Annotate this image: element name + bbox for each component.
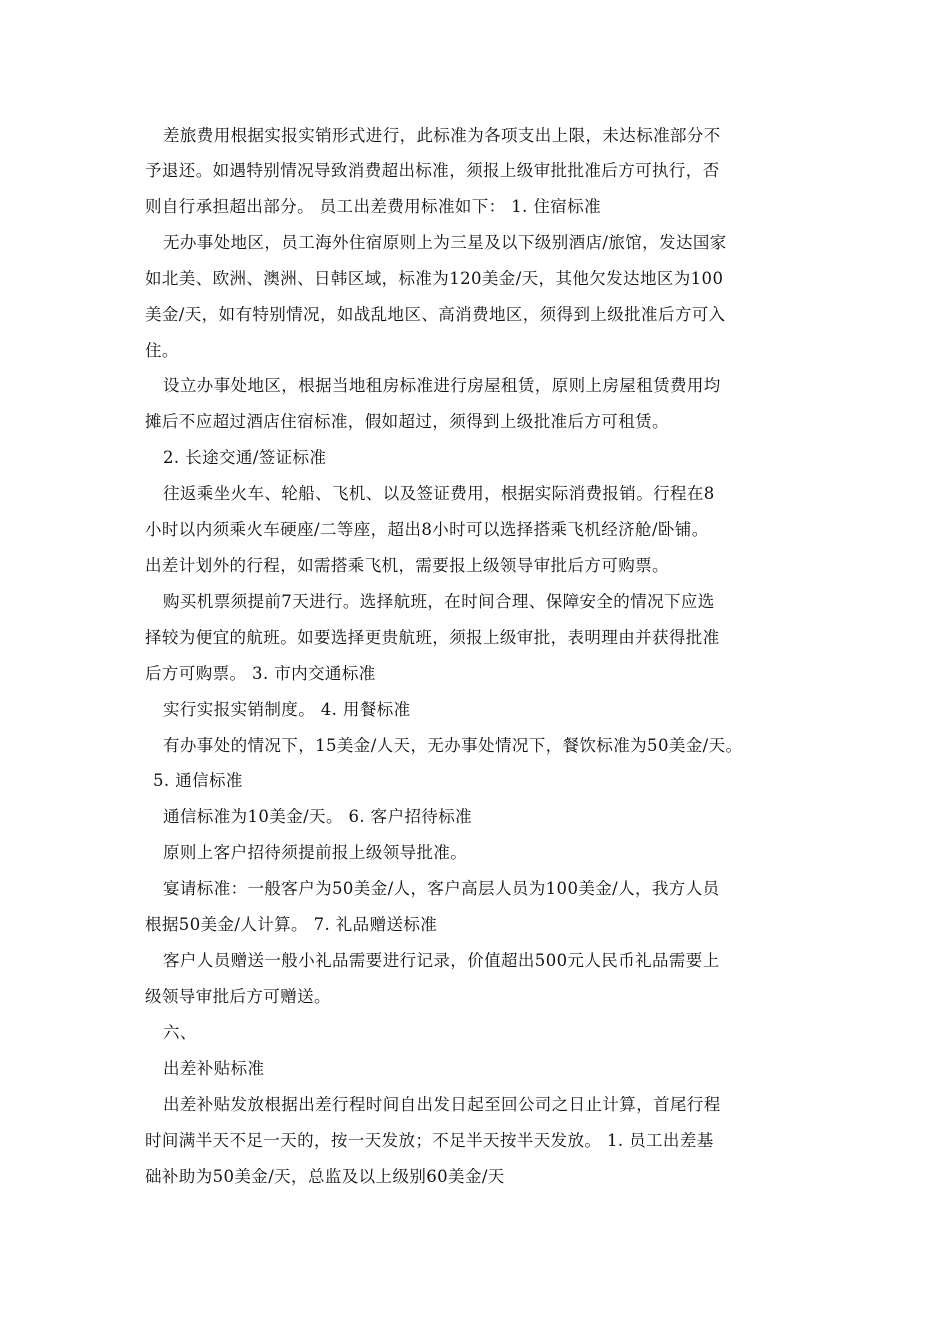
paragraph-line: 实行实报实销制度。 4. 用餐标准 [163,700,411,719]
paragraph-line: 摊后不应超过酒店住宿标准，假如超过，须得到上级批准后方可租赁。 [145,412,669,431]
paragraph-line: 有办事处的情况下，15美金/人天，无办事处情况下，餐饮标准为50美金/天。 [163,736,743,755]
paragraph-line: 美金/天，如有特别情况，如战乱地区、高消费地区，须得到上级批准后方可入 [145,305,726,324]
paragraph-line: 宴请标准：一般客户为50美金/人，客户高层人员为100美金/人，我方人员 [163,879,720,898]
paragraph-line: 原则上客户招待须提前报上级领导批准。 [163,843,468,862]
paragraph-line: 差旅费用根据实报实销形式进行，此标准为各项支出上限，未达标准部分不 [163,126,721,145]
paragraph-line: 后方可购票。 3. 市内交通标准 [145,664,376,683]
section-number: 六、 [163,1023,197,1042]
paragraph-line: 往返乘坐火车、轮船、飞机、以及签证费用，根据实际消费报销。行程在8 [163,484,715,503]
paragraph-line: 设立办事处地区，根据当地租房标准进行房屋租赁，原则上房屋租赁费用均 [163,376,721,395]
paragraph-line: 时间满半天不足一天的，按一天发放；不足半天按半天发放。 1. 员工出差基 [145,1131,714,1150]
paragraph-line: 客户人员赠送一般小礼品需要进行记录，价值超出500元人民币礼品需要上 [163,951,720,970]
paragraph-line: 根据50美金/人计算。 7. 礼品赠送标准 [145,915,438,934]
section-heading: 5. 通信标准 [153,771,243,790]
paragraph-line: 出差补贴发放根据出差行程时间自出发日起至回公司之日止计算，首尾行程 [163,1095,721,1114]
paragraph-line: 择较为便宜的航班。如要选择更贵航班，须报上级审批，表明理由并获得批准 [145,628,720,647]
paragraph-line: 通信标准为10美金/天。 6. 客户招待标准 [163,807,473,826]
paragraph-line: 如北美、欧洲、澳洲、日韩区域，标准为120美金/天，其他欠发达地区为100 [145,269,724,288]
section-heading: 出差补贴标准 [163,1059,265,1078]
paragraph-line: 则自行承担超出部分。 员工出差费用标准如下： 1. 住宿标准 [145,197,601,216]
paragraph-line: 购买机票须提前7天进行。选择航班，在时间合理、保障安全的情况下应选 [163,592,715,611]
paragraph-line: 无办事处地区，员工海外住宿原则上为三星及以下级别酒店/旅馆，发达国家 [163,233,727,252]
section-heading: 2. 长途交通/签证标准 [163,448,327,467]
paragraph-line: 住。 [145,341,179,360]
paragraph-line: 予退还。如遇特别情况导致消费超出标准，须报上级审批批准后方可执行，否 [145,161,720,180]
paragraph-line: 小时以内须乘火车硬座/二等座，超出8小时可以选择搭乘飞机经济舱/卧铺。 [145,520,709,539]
paragraph-line: 出差计划外的行程，如需搭乘飞机，需要报上级领导审批后方可购票。 [145,556,669,575]
paragraph-line: 础补助为50美金/天，总监及以上级别60美金/天 [145,1167,505,1186]
paragraph-line: 级领导审批后方可赠送。 [145,987,331,1006]
